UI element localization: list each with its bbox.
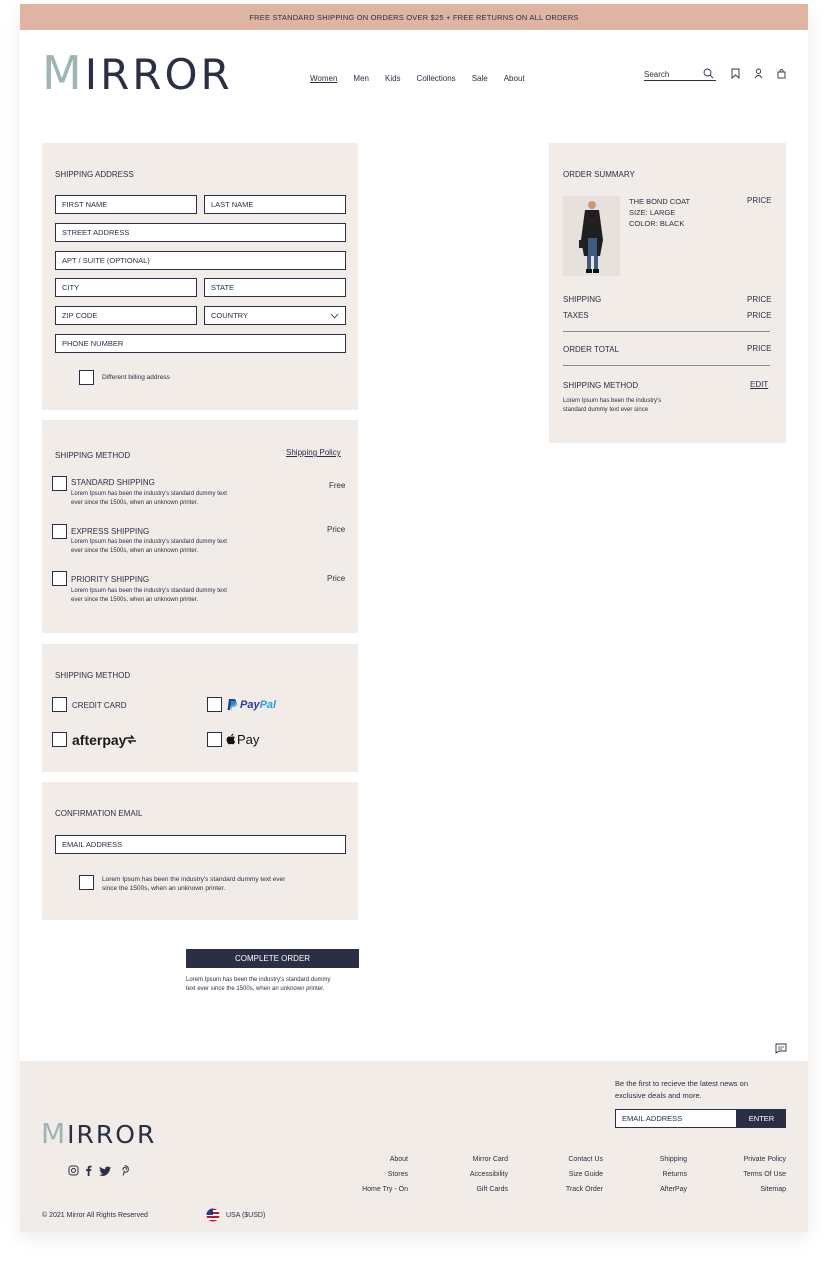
complete-order-label: COMPLETE ORDER: [234, 954, 311, 963]
footer-link-terms-of-use[interactable]: Terms Of Use: [743, 1171, 786, 1178]
payment-panel: [42, 644, 358, 772]
copyright-text: © 2021 Mirror All Rights Reserved: [42, 1212, 148, 1219]
state-placeholder: STATE: [211, 283, 235, 292]
instagram-icon[interactable]: [68, 1165, 79, 1176]
footer-link-contact-us[interactable]: Contact Us: [568, 1156, 603, 1163]
promo-banner: [20, 4, 808, 30]
bag-icon[interactable]: [777, 68, 786, 79]
edit-link[interactable]: EDIT: [750, 380, 769, 389]
express-shipping-checkbox[interactable]: [52, 524, 67, 539]
priority-shipping-price: Price: [327, 574, 346, 583]
taxes-price: PRICE: [747, 311, 772, 320]
nav-kids[interactable]: Kids: [384, 74, 401, 83]
summary-method-desc-2: standard dummy text ever since: [563, 407, 649, 413]
priority-shipping-name: PRIORITY SHIPPING: [71, 575, 150, 584]
logo-rest: IRROR: [84, 50, 233, 99]
footer: [20, 1061, 808, 1232]
complete-order-button[interactable]: [186, 949, 359, 968]
footer-logo-rest: IRROR: [67, 1120, 157, 1149]
apple-icon: [226, 733, 236, 745]
credit-card-checkbox[interactable]: [52, 697, 67, 712]
chevron-down-icon: [330, 313, 339, 319]
newsletter-enter-button[interactable]: [737, 1109, 786, 1128]
express-shipping-desc-2: ever since the 1500s, when an unknown printer.: [71, 548, 199, 554]
footer-link-gift-cards[interactable]: Gift Cards: [476, 1186, 508, 1193]
complete-note-1: Lorem Ipsum has been the industry's standard dummy: [186, 977, 331, 983]
item-name: THE BOND COAT: [629, 197, 691, 206]
express-shipping-name: EXPRESS SHIPPING: [71, 527, 150, 536]
shipping-method-summary-title: SHIPPING METHOD: [563, 381, 639, 390]
afterpay-logo: afterpay: [72, 732, 127, 748]
enter-label: ENTER: [748, 1114, 775, 1123]
standard-shipping-checkbox[interactable]: [52, 476, 67, 491]
summary-method-desc-1: Lorem Ipsum has been the industry's: [563, 398, 662, 404]
last-name-placeholder: LAST NAME: [211, 200, 254, 209]
priority-shipping-checkbox[interactable]: [52, 571, 67, 586]
order-summary-panel: [549, 143, 786, 443]
footer-logo-m: M: [41, 1117, 68, 1150]
pinterest-icon[interactable]: [120, 1165, 129, 1176]
paypal-icon: [227, 698, 237, 711]
bookmark-icon[interactable]: [731, 68, 740, 79]
paypal-checkbox[interactable]: [207, 697, 222, 712]
footer-link-returns[interactable]: Returns: [662, 1171, 687, 1178]
last-name-field[interactable]: [204, 195, 346, 214]
nav-men[interactable]: Men: [353, 74, 369, 83]
zip-code-field[interactable]: [55, 306, 197, 325]
footer-link-afterpay[interactable]: AfterPay: [660, 1186, 687, 1193]
footer-link-stores[interactable]: Stores: [387, 1171, 408, 1178]
afterpay-checkbox[interactable]: [52, 732, 67, 747]
confirmation-email-title: CONFIRMATION EMAIL: [55, 809, 143, 818]
priority-shipping-desc-2: ever since the 1500s, when an unknown printer.: [71, 597, 199, 603]
afterpay-arrows-icon: [124, 734, 138, 745]
city-field[interactable]: [55, 278, 197, 297]
first-name-field[interactable]: [55, 195, 197, 214]
footer-link-about[interactable]: About: [389, 1156, 408, 1163]
confirmation-note-1: Lorem Ipsum has been the industry's standard dummy text ever: [102, 876, 286, 883]
item-price: PRICE: [747, 196, 772, 205]
shipping-policy-link[interactable]: Shipping Policy: [286, 448, 341, 457]
shipping-address-panel: [42, 143, 358, 410]
confirmation-note-2: since the 1500s, when an unknown printer.: [102, 885, 226, 892]
paypal-logo: [240, 699, 276, 711]
priority-shipping-desc-1: Lorem Ipsum has been the industry's standard dummy text: [71, 588, 227, 594]
taxes-label: TAXES: [563, 311, 589, 320]
apple-pay-checkbox[interactable]: [207, 732, 222, 747]
footer-link-sitemap[interactable]: Sitemap: [760, 1186, 786, 1193]
order-summary-title: ORDER SUMMARY: [563, 170, 635, 179]
phone-placeholder: PHONE NUMBER: [62, 339, 124, 348]
standard-shipping-price: Free: [329, 481, 346, 490]
order-total-price: PRICE: [747, 344, 772, 353]
email-placeholder: EMAIL ADDRESS: [62, 840, 123, 849]
billing-address-checkbox[interactable]: [79, 370, 94, 385]
newsletter-text-1: Be the first to recieve the latest news on: [615, 1079, 748, 1088]
footer-link-track-order[interactable]: Track Order: [565, 1186, 603, 1193]
shipping-method-title: SHIPPING METHOD: [55, 451, 131, 460]
footer-logo[interactable]: [41, 1117, 156, 1150]
footer-link-home-try-on[interactable]: Home Try - On: [362, 1186, 408, 1193]
footer-link-accessibility[interactable]: Accessibility: [469, 1171, 508, 1178]
standard-shipping-desc-1: Lorem Ipsum has been the industry's standard dummy text: [71, 491, 227, 497]
footer-link-size-guide[interactable]: Size Guide: [568, 1171, 603, 1178]
apple-pay-label: Pay: [237, 732, 260, 747]
footer-link-mirror-card[interactable]: Mirror Card: [472, 1156, 508, 1163]
footer-link-private-policy[interactable]: Private Policy: [743, 1156, 786, 1163]
billing-address-label: Different billing address: [102, 374, 170, 381]
street-placeholder: STREET ADDRESS: [62, 228, 130, 237]
shipping-method-panel: [42, 420, 358, 633]
complete-note-2: text ever since the 1500s, when an unknown printer.: [186, 986, 325, 992]
footer-link-shipping[interactable]: Shipping: [659, 1156, 687, 1163]
brand-logo[interactable]: [42, 46, 233, 100]
nav-collections[interactable]: Collections: [416, 74, 456, 83]
zip-placeholder: ZIP CODE: [62, 311, 98, 320]
newsletter-email-input[interactable]: [615, 1109, 737, 1128]
shipping-label: SHIPPING: [563, 295, 602, 304]
payment-title: SHIPPING METHOD: [55, 671, 131, 680]
paypal-logo-pal: Pal: [259, 699, 277, 711]
footer-col-3: [542, 1152, 603, 1197]
region-selector[interactable]: USA ($USD): [226, 1212, 266, 1219]
item-color: COLOR: BLACK: [629, 219, 685, 228]
apt-suite-field[interactable]: [55, 251, 346, 270]
footer-col-1: [356, 1152, 408, 1197]
nav-sale[interactable]: Sale: [471, 74, 488, 83]
footer-col-4: [635, 1152, 687, 1197]
footer-col-5: [720, 1152, 786, 1197]
product-thumbnail: [563, 196, 620, 276]
main-nav: [310, 74, 525, 83]
express-shipping-price: Price: [327, 525, 346, 534]
us-flag-icon[interactable]: [206, 1208, 220, 1222]
nav-women[interactable]: Women: [310, 74, 338, 83]
chat-icon[interactable]: [775, 1043, 787, 1054]
credit-card-label: CREDIT CARD: [72, 701, 127, 710]
divider: [563, 365, 770, 366]
state-field[interactable]: [204, 278, 346, 297]
paypal-logo-pay: Pay: [240, 699, 260, 711]
search-placeholder: Search: [644, 70, 670, 79]
account-icon[interactable]: [754, 68, 763, 79]
confirmation-email-panel: [42, 782, 358, 920]
phone-number-field[interactable]: [55, 334, 346, 353]
promo-text: FREE STANDARD SHIPPING ON ORDERS OVER $25 + FREE RETURNS ON ALL ORDERS: [249, 12, 579, 22]
shipping-price: PRICE: [747, 295, 772, 304]
nav-about[interactable]: About: [503, 74, 525, 83]
first-name-placeholder: FIRST NAME: [62, 200, 108, 209]
country-placeholder: COUNTRY: [211, 311, 248, 320]
street-address-field[interactable]: [55, 223, 346, 242]
item-size: SIZE: LARGE: [629, 208, 676, 217]
newsletter-email-placeholder: EMAIL ADDRESS: [622, 1114, 683, 1123]
standard-shipping-name: STANDARD SHIPPING: [71, 478, 155, 487]
country-select[interactable]: [204, 306, 346, 325]
search-icon[interactable]: [703, 68, 714, 79]
shipping-address-title: SHIPPING ADDRESS: [55, 170, 134, 179]
logo-m: M: [42, 46, 85, 100]
twitter-icon[interactable]: [99, 1166, 112, 1176]
city-placeholder: CITY: [62, 283, 80, 292]
apt-placeholder: APT / SUITE (OPTIONAL): [62, 256, 150, 265]
standard-shipping-desc-2: ever since the 1500s, when an unknown printer.: [71, 500, 199, 506]
confirmation-checkbox[interactable]: [79, 875, 94, 890]
newsletter-text-2: exclusive deals and more.: [615, 1091, 702, 1100]
footer-col-2: [448, 1152, 508, 1197]
email-address-field[interactable]: [55, 835, 346, 854]
order-total-label: ORDER TOTAL: [563, 345, 620, 354]
divider: [563, 331, 770, 332]
facebook-icon[interactable]: [85, 1165, 92, 1176]
express-shipping-desc-1: Lorem Ipsum has been the industry's standard dummy text: [71, 539, 227, 545]
